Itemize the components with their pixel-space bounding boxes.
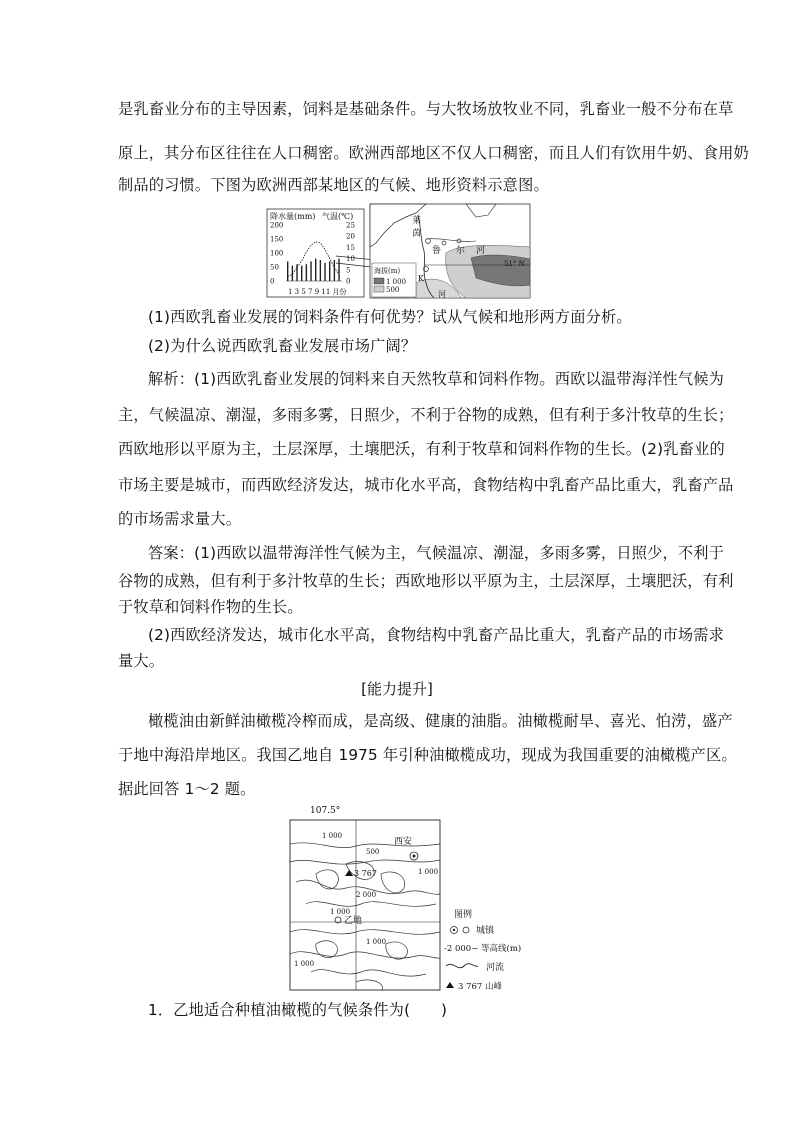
place-label-yidi: 乙地	[344, 916, 363, 926]
map-legend-item: 500	[386, 286, 400, 294]
section-title: [能力提升]	[361, 680, 433, 698]
olive-line: 橄榄油由新鲜油橄榄冷榨而成，是高级、健康的油脂。油橄榄耐旱、喜光、怕涝，盛产	[148, 712, 733, 730]
peak-label: 3 767	[354, 869, 377, 878]
precip-bar	[324, 263, 325, 281]
temp-tick: 5	[346, 266, 351, 275]
contour-label: 1 000	[366, 938, 387, 946]
map-label: 河	[438, 290, 446, 299]
legend-peak: 3 767 山峰	[458, 982, 503, 992]
temp-tick: 0	[346, 277, 351, 286]
longitude-label: 107.5°	[310, 806, 341, 816]
analysis-line: 市场主要是城市，而西欧经济发达，城市化水平高，食物结构中乳畜产品比重大，乳畜产品	[118, 476, 734, 494]
climate-terrain-figure	[266, 203, 532, 299]
precip-tick: 200	[270, 221, 284, 230]
answer-line: (2)西欧经济发达，城市化水平高，食物结构中乳畜产品比重大，乳畜产品的市场需求	[148, 626, 725, 644]
map-label-k: K	[418, 274, 424, 283]
legend-title: 图例	[454, 910, 473, 920]
olive-line: 据此回答 1～2 题。	[118, 780, 256, 798]
answer-line: 谷物的成熟，但有利于多汁牧草的生长；西欧地形以平原为主，土层深厚，土壤肥沃，有利	[118, 572, 734, 590]
map-label: 河	[476, 246, 486, 256]
precip-axis-label: 降水量(mm)	[270, 212, 316, 221]
answer-line: 于牧草和饲料作物的生长。	[118, 598, 303, 616]
analysis-line: 解析：(1)西欧乳畜业发展的饲料来自天然牧草和饲料作物。西欧以温带海洋性气候为	[148, 370, 725, 388]
contour-label: 1 000	[322, 832, 343, 840]
precip-tick: 150	[270, 235, 284, 244]
contour-label: 1 000	[330, 908, 351, 916]
analysis-line: 的市场需求量大。	[118, 510, 242, 528]
analysis-line: 西欧地形以平原为主，土层深厚，土壤肥沃，有利于牧草和饲料作物的生长。(2)乳畜业的	[118, 440, 725, 458]
latitude-label: 51° N	[504, 260, 525, 268]
olive-line: 于地中海沿岸地区。我国乙地自 1975 年引种油橄榄成功，现成为我国重要的油橄榄产区。	[118, 746, 737, 764]
precip-bar	[310, 261, 311, 281]
precip-tick: 100	[270, 249, 284, 258]
legend-river: 河流	[486, 963, 505, 973]
text-line: 原上，其分布区往往在人口稠密。欧洲西部地区不仅人口稠密，而且人们有饮用牛奶、食用奶	[118, 144, 749, 162]
answer-line: 量大。	[118, 652, 165, 670]
text-line: 是乳畜业分布的主导因素，饲料是基础条件。与大牧场放牧业不同，乳畜业一般不分布在草	[118, 100, 734, 118]
contour-label: 1 000	[294, 960, 315, 968]
answer-line: 答案：(1)西欧以温带海洋性气候为主，气候温凉、潮湿，多雨多雾，日照少，不利于	[148, 544, 725, 562]
contour-label: 500	[366, 848, 380, 856]
temp-tick: 20	[346, 232, 355, 241]
precip-tick: 0	[270, 277, 275, 286]
precip-bar	[334, 260, 335, 281]
analysis-line: 主，气候温凉、潮湿，多雨多雾，日照少，不利于谷物的成熟，但有利于多汁牧草的生长；	[118, 406, 734, 424]
legend-contour: -2 000~ 等高线(m)	[444, 944, 522, 954]
map-legend-item: 1 000	[386, 278, 407, 286]
precip-bar	[320, 260, 321, 281]
question-1: (1)西欧乳畜业发展的饲料条件有何优势？试从气候和地形两方面分析。	[148, 308, 632, 326]
precip-bar	[306, 264, 307, 281]
question-item-1: 1．乙地适合种植油橄榄的气候条件为( )	[148, 1001, 448, 1019]
temp-axis-label: 气温(℃)	[322, 212, 354, 221]
question-2: (2)为什么说西欧乳畜业发展市场广阔？	[148, 337, 417, 355]
precip-bar	[315, 259, 316, 281]
precip-bar	[287, 261, 288, 281]
precip-bar	[338, 259, 339, 281]
temp-tick: 15	[346, 243, 355, 252]
map-label: 莱	[412, 216, 422, 226]
map-label: 尔	[456, 246, 466, 256]
precip-tick: 50	[270, 263, 279, 272]
temp-tick: 25	[346, 221, 355, 230]
map-label: 鲁	[432, 246, 442, 256]
map-label: 茵	[412, 229, 422, 239]
contour-map-figure	[286, 804, 536, 994]
map-legend-title: 海拔(m)	[374, 267, 401, 275]
month-axis: 1 3 5 7 9 11 月份	[288, 288, 347, 296]
text-line: 制品的习惯。下图为欧洲西部某地区的气候、地形资料示意图。	[118, 176, 549, 194]
contour-label: 2 000	[356, 891, 377, 899]
precip-bar	[301, 266, 302, 281]
precip-bar	[329, 261, 330, 281]
contour-label: 1 000	[418, 868, 439, 876]
temp-tick: 10	[346, 255, 355, 264]
legend-town: 城镇	[476, 926, 495, 936]
city-label-xian: 西安	[394, 837, 413, 847]
